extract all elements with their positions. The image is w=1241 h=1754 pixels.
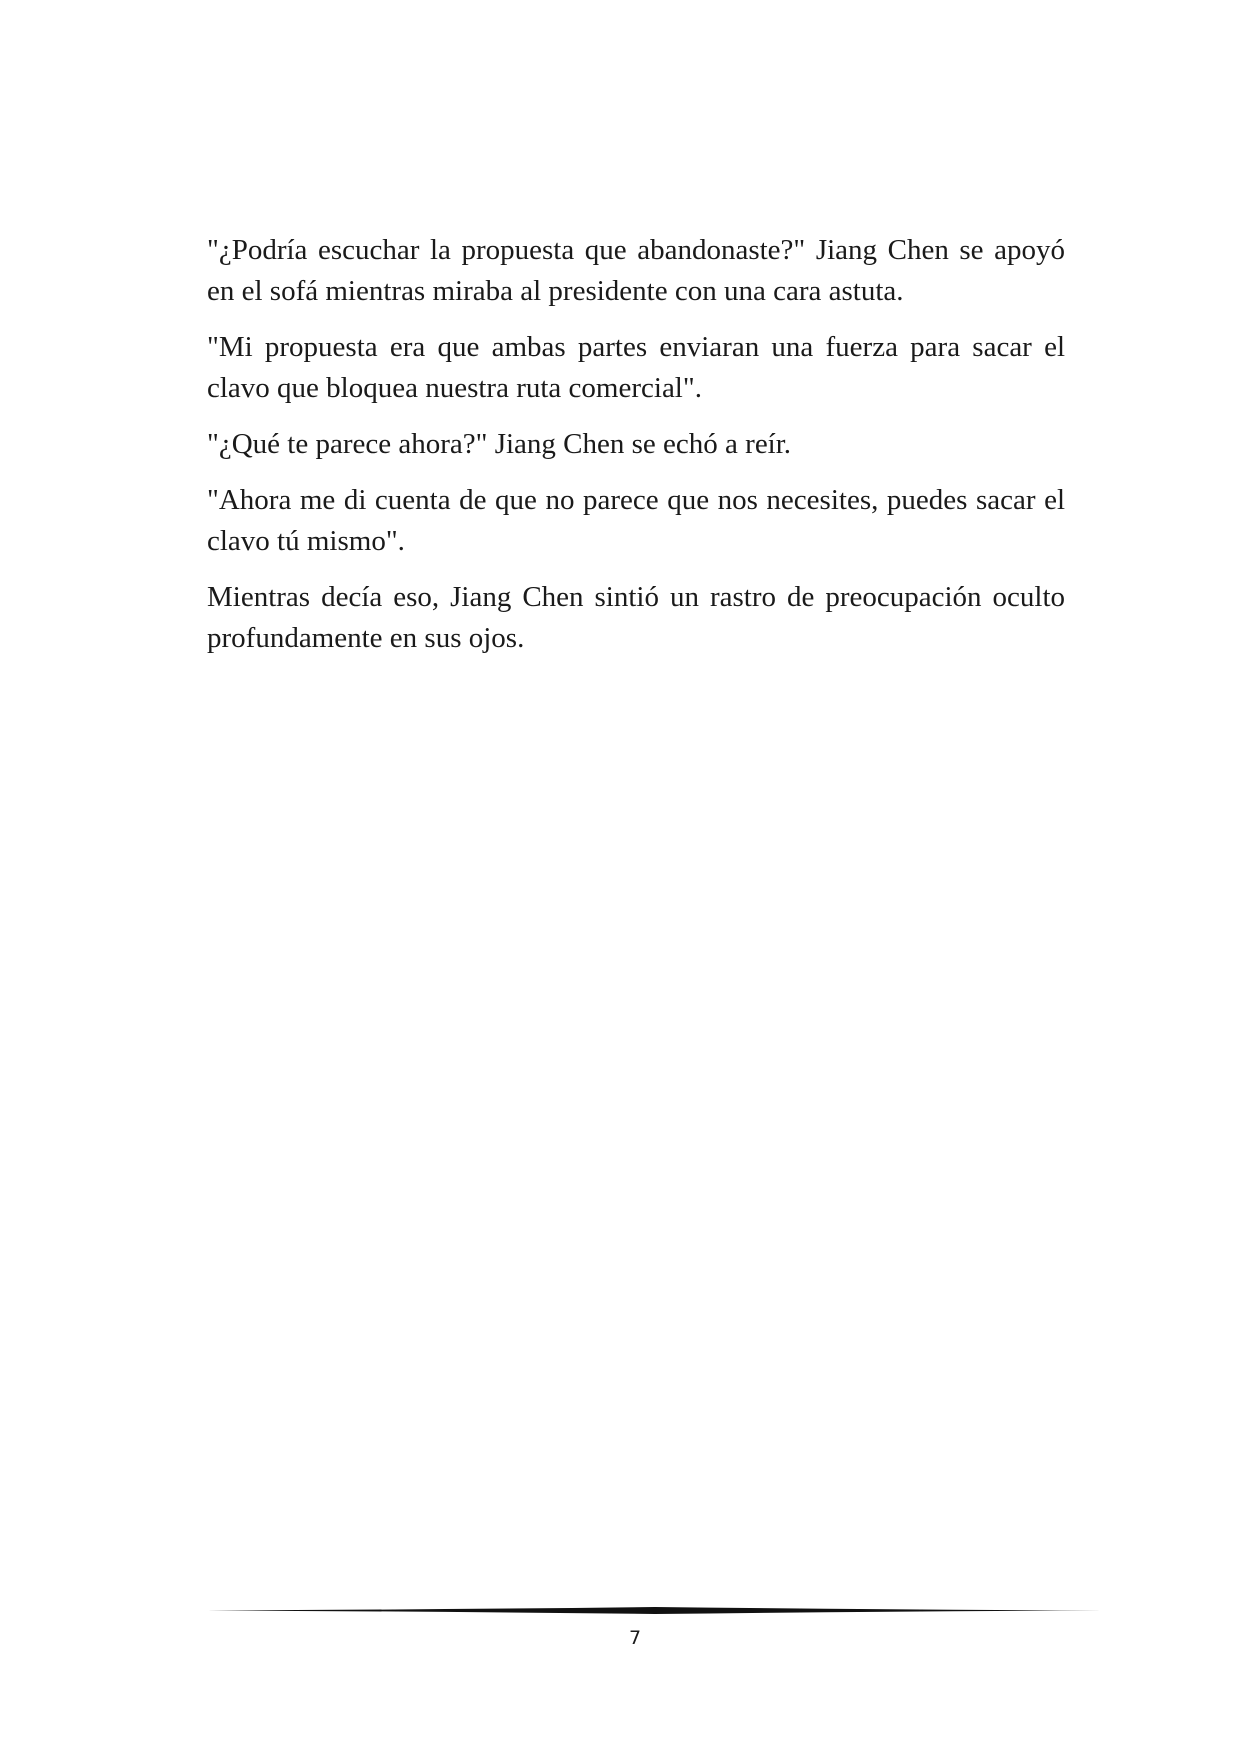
paragraph-3: "¿Qué te parece ahora?" Jiang Chen se echó a reír. xyxy=(207,428,792,460)
page-number: 7 xyxy=(628,1627,642,1649)
paragraph-2: "Mi propuesta era que ambas partes enviaran una fuerza para sacar el clavo que bloquea nuestra ruta comercial". xyxy=(207,331,1065,404)
footer-divider xyxy=(207,1604,1103,1618)
paragraph-4: "Ahora me di cuenta de que no parece que nos necesites, puedes sacar el clavo tú mismo". xyxy=(207,484,1065,557)
paragraph-5: Mientras decía eso, Jiang Chen sintió un rastro de preocupación oculto profundamente en sus ojos. xyxy=(207,581,1065,654)
paragraph-1: "¿Podría escuchar la propuesta que abandonaste?" Jiang Chen se apoyó en el sofá mientras miraba al presidente con una cara astuta. xyxy=(207,234,1065,307)
body-text xyxy=(207,230,1065,674)
